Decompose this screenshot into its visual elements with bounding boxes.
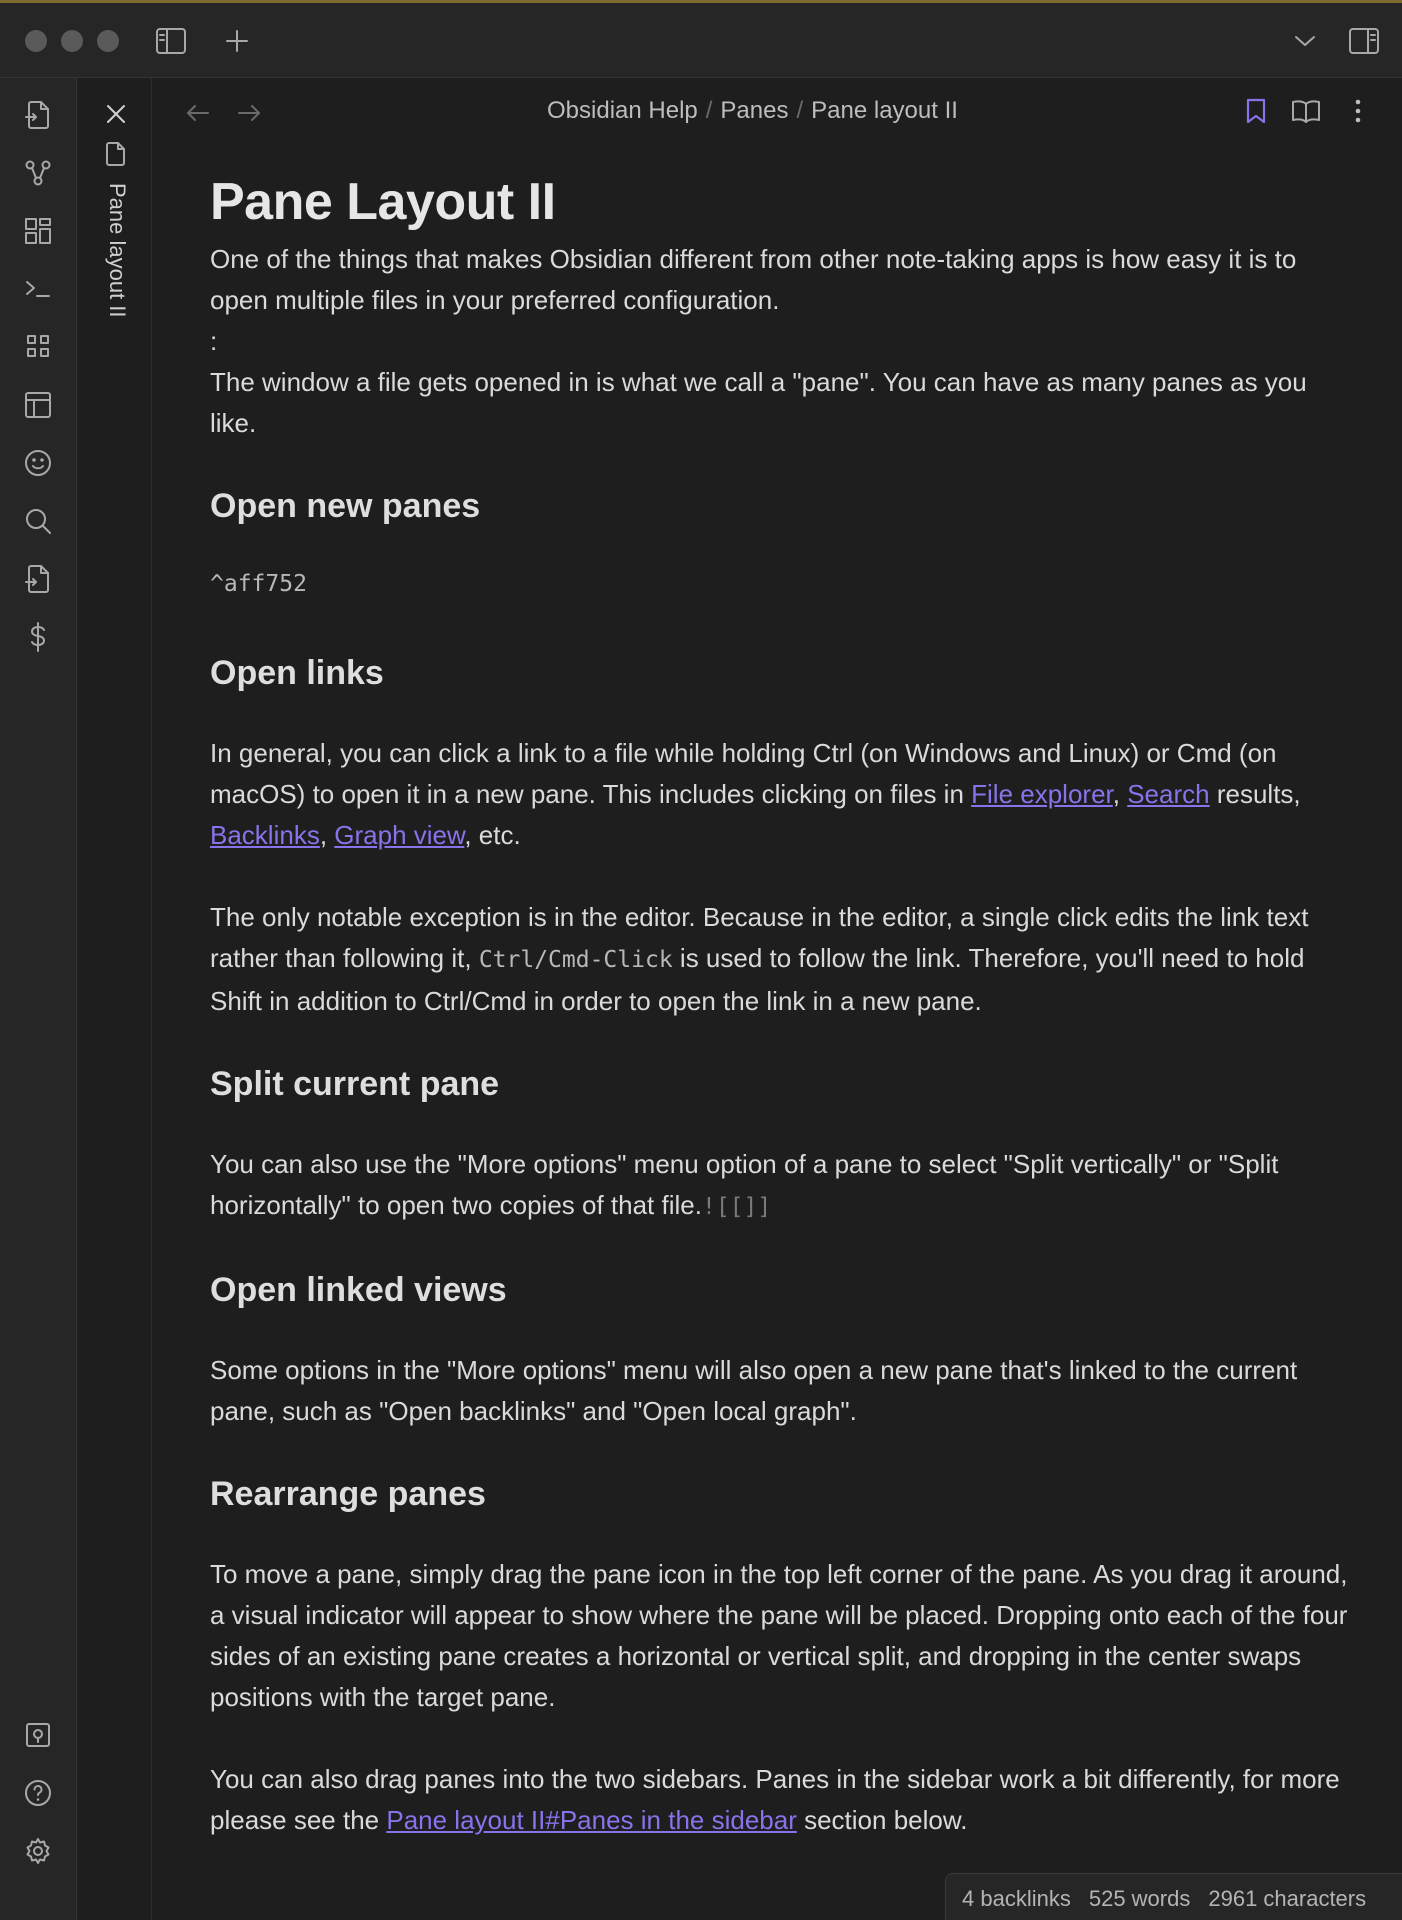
file-export-icon[interactable] [18,559,58,599]
new-tab-icon[interactable] [219,23,255,59]
left-ribbon [0,78,77,1920]
terminal-icon[interactable] [18,269,58,309]
toggle-right-sidebar-icon[interactable] [1346,23,1382,59]
close-icon[interactable] [98,96,134,132]
file-switch-icon[interactable] [18,95,58,135]
heading-rearrange-panes: Rearrange panes [210,1475,486,1513]
block-id: ^aff752 [210,571,307,597]
status-bar [945,1873,1402,1920]
status-word-count: 525 words [1088,1885,1191,1911]
breadcrumb-separator: / [796,97,804,124]
stacked-pane-title[interactable]: Pane layout II [105,183,130,318]
heading-open-new-panes: Open new panes [210,487,481,525]
link-search[interactable]: Search [1127,779,1210,809]
help-icon[interactable] [18,1773,58,1813]
blocks-icon[interactable] [18,327,58,367]
stacked-pane-header[interactable] [78,78,152,1920]
settings-icon[interactable] [18,1831,58,1871]
emoji-icon[interactable] [18,443,58,483]
breadcrumb-separator: / [705,97,713,124]
paragraph-open-links: In general, you can click a link to a file while holding Ctrl (on Windows and Linux) or Cmd (on macOS) to open it in a new pane. This includes clicking on files in File explorer, Search results, Backlinks, Graph view, etc. [210,738,1301,850]
embed-syntax: ![[]] [701,1194,772,1220]
reading-view-icon[interactable] [1288,93,1324,129]
link-panes-in-sidebar[interactable]: Pane layout II#Panes in the sidebar [386,1805,797,1835]
window-minimize-button[interactable] [61,30,83,52]
heading-open-linked-views: Open linked views [210,1271,507,1309]
vault-icon[interactable] [18,1715,58,1755]
paragraph-intro: One of the things that makes Obsidian different from other note-taking apps is how easy it is to open multiple files in your preferred configuration. [210,244,1297,315]
status-backlinks[interactable]: 4 backlinks [962,1885,1071,1911]
breadcrumb [547,97,958,125]
heading-open-links: Open links [210,654,384,692]
forward-arrow-icon[interactable] [231,95,267,131]
paragraph-rearrange: To move a pane, simply drag the pane icon in the top left corner of the pane. As you drag it around, a visual indicator will appear to show where the pane will be placed. Dropping onto each of the four sides of an existing pane creates a horizontal or vertical split, and dropping in the center swaps positions with the target pane. [210,1559,1348,1712]
paragraph-linked-views: Some options in the "More options" menu will also open a new pane that's linked to the current pane, such as "Open backlinks" and "Open local graph". [210,1355,1298,1426]
inline-code: Ctrl/Cmd-Click [478,947,673,973]
title-bar [0,3,1402,78]
note-content[interactable] [210,163,1350,1841]
paragraph-colon: : [210,326,218,356]
window-close-button[interactable] [25,30,47,52]
breadcrumb-obsidian-help[interactable]: Obsidian Help [547,97,698,124]
link-file-explorer[interactable]: File explorer [971,779,1113,809]
dashboard-icon[interactable] [18,211,58,251]
bookmark-icon[interactable] [1238,93,1274,129]
dollar-icon[interactable] [18,617,58,657]
back-arrow-icon[interactable] [180,95,216,131]
more-options-icon[interactable] [1340,93,1376,129]
chevron-down-icon[interactable] [1287,23,1323,59]
file-icon[interactable] [100,138,132,170]
paragraph-sidebars: You can also drag panes into the two sidebars. Panes in the sidebar work a bit differently, for more please see the Pane layout II#Panes in the sidebar section below. [210,1764,1340,1835]
search-icon[interactable] [18,501,58,541]
layout-icon[interactable] [18,385,58,425]
window-zoom-button[interactable] [97,30,119,52]
graph-icon[interactable] [18,153,58,193]
breadcrumb-current-note[interactable]: Pane layout II [811,97,958,124]
paragraph-pane-definition: The window a file gets opened in is what we call a "pane". You can have as many panes as you like. [210,367,1307,438]
toggle-left-sidebar-icon[interactable] [153,23,189,59]
paragraph-editor-exception: The only notable exception is in the editor. Because in the editor, a single click edits the link text rather than following it, Ctrl/Cmd-Click is used to follow the link. Therefore, you'll need to hold Shift in addition to Ctrl/Cmd in order to open the link in a new pane. [210,902,1309,1016]
note-title: Pane Layout II [210,173,556,231]
link-backlinks[interactable]: Backlinks [210,820,320,850]
paragraph-split: You can also use the "More options" menu option of a pane to select "Split vertically" or "Split horizontally" to open two copies of that file.![[]] [210,1149,1279,1220]
status-character-count: 2961 characters [1208,1885,1367,1911]
link-graph-view[interactable]: Graph view [334,820,465,850]
heading-split-current-pane: Split current pane [210,1065,500,1103]
breadcrumb-panes[interactable]: Panes [720,97,789,124]
